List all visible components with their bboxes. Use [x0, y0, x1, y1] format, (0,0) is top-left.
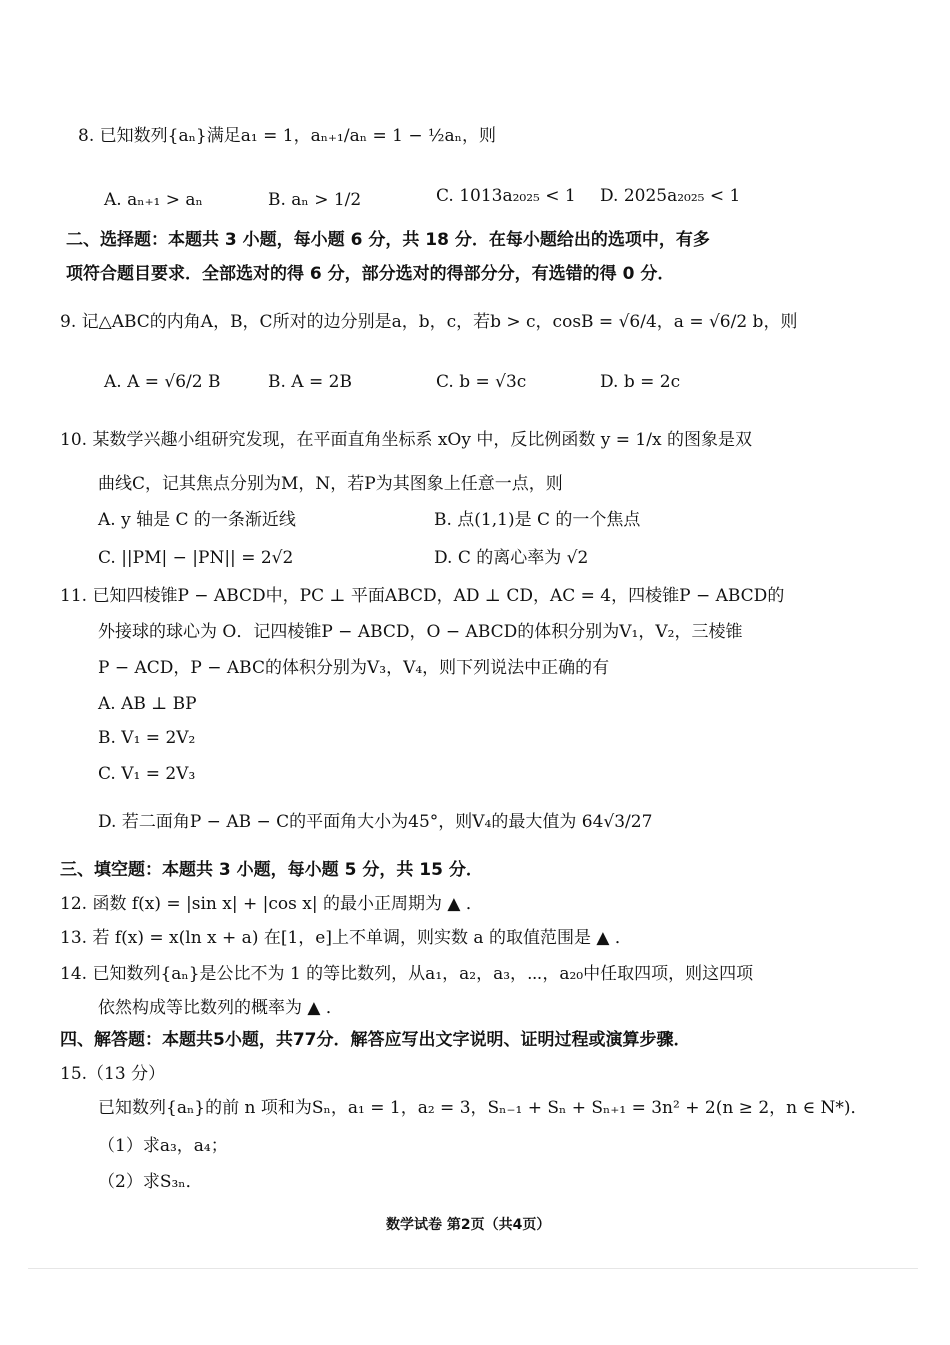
question-8-option-d: D. 2025a₂₀₂₅ < 1 [600, 186, 741, 206]
question-10-stem-line-2: 曲线C，记其焦点分别为M，N，若P为其图象上任意一点，则 [98, 474, 563, 494]
question-8-option-c: C. 1013a₂₀₂₅ < 1 [436, 186, 576, 206]
question-8-option-b: B. aₙ > 1/2 [268, 190, 362, 210]
question-9-option-b: B. A = 2B [268, 372, 352, 392]
page-footer: 数学试卷 第2页（共4页） [386, 1217, 551, 1233]
question-11-option-d: D. 若二面角P − AB − C的平面角大小为45°，则V₄的最大值为 64√3/27 [98, 812, 653, 832]
question-15-stem: 已知数列{aₙ}的前 n 项和为Sₙ，a₁ = 1，a₂ = 3，Sₙ₋₁ + Sₙ + Sₙ₊₁ = 3n² + 2(n ≥ 2，n ∈ N*)． [98, 1098, 868, 1118]
question-15-part-1: （1）求a₃，a₄； [98, 1136, 228, 1156]
question-11-stem-line-1: 11. 已知四棱锥P − ABCD中，PC ⊥ 平面ABCD，AD ⊥ CD，AC = 4，四棱锥P − ABCD的 [60, 586, 785, 606]
question-15-part-2: （2）求S₃ₙ． [98, 1172, 203, 1192]
question-10-option-d: D. C 的离心率为 √2 [434, 548, 589, 568]
question-10-option-c: C. ||PM| − |PN|| = 2√2 [98, 548, 294, 568]
question-9-option-c: C. b = √3c [436, 372, 527, 392]
question-8-stem: 8. 已知数列{aₙ}满足a₁ = 1，aₙ₊₁/aₙ = 1 − ½aₙ，则 [78, 126, 496, 146]
question-14-line-2: 依然构成等比数列的概率为 ▲ ． [98, 998, 343, 1018]
question-13: 13. 若 f(x) = x(ln x + a) 在[1，e]上不单调，则实数 a 的取值范围是 ▲ ． [60, 928, 632, 948]
question-15-score: （13 分） [87, 1064, 166, 1084]
question-11-stem-line-3: P − ACD，P − ABC的体积分别为V₃，V₄，则下列说法中正确的有 [98, 658, 610, 678]
question-10-stem-line-1: 10. 某数学兴趣小组研究发现，在平面直角坐标系 xOy 中，反比例函数 y = 1/x 的图象是双 [60, 430, 752, 450]
question-9-stem: 9. 记△ABC的内角A，B，C所对的边分别是a，b，c，若b > c，cosB = √6/4，a = √6/2 b，则 [60, 312, 798, 332]
question-12: 12. 函数 f(x) = |sin x| + |cos x| 的最小正周期为 ▲ ． [60, 894, 483, 914]
question-14-line-1: 14. 已知数列{aₙ}是公比不为 1 的等比数列，从a₁，a₂，a₃，⋯，a₂₀中任取四项，则这四项 [60, 964, 754, 984]
bottom-divider [28, 1268, 918, 1269]
question-15-number: 15. [60, 1064, 88, 1084]
question-8-option-a: A. aₙ₊₁ > aₙ [104, 190, 203, 210]
question-11-option-a: A. AB ⊥ BP [98, 694, 197, 714]
question-10-option-a: A. y 轴是 C 的一条渐近线 [98, 510, 296, 530]
question-9-option-a: A. A = √6/2 B [104, 372, 221, 392]
section-2-line-2: 项符合题目要求．全部选对的得 6 分，部分选对的得部分分，有选错的得 0 分． [66, 264, 675, 284]
question-11-option-c: C. V₁ = 2V₃ [98, 764, 196, 784]
question-11-stem-line-2: 外接球的球心为 O．记四棱锥P − ABCD，O − ABCD的体积分别为V₁，V₂，三棱锥 [98, 622, 743, 642]
section-2-line-1: 二、选择题：本题共 3 小题，每小题 6 分，共 18 分．在每小题给出的选项中，有多 [66, 230, 710, 250]
section-3-heading: 三、填空题：本题共 3 小题，每小题 5 分，共 15 分． [60, 860, 483, 880]
question-11-option-b: B. V₁ = 2V₂ [98, 728, 196, 748]
question-15-header [60, 1066, 165, 1083]
question-10-option-b: B. 点(1,1)是 C 的一个焦点 [434, 510, 641, 530]
section-4-heading: 四、解答题：本题共5小题，共77分．解答应写出文字说明、证明过程或演算步骤． [60, 1030, 691, 1050]
question-9-option-d: D. b = 2c [600, 372, 681, 392]
